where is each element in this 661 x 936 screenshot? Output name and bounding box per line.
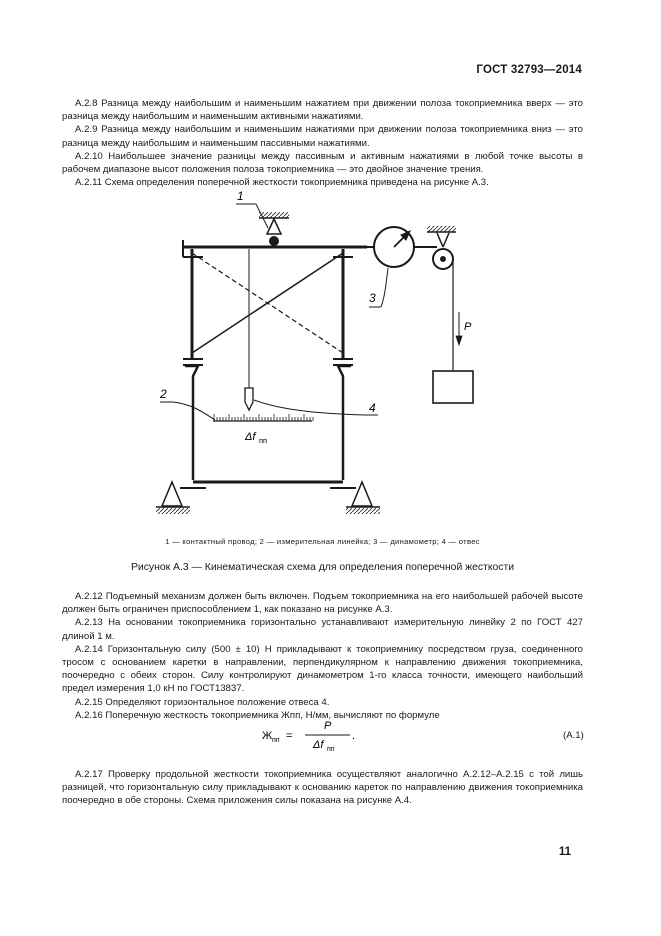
paragraph-a-2-17: А.2.17 Проверку продольной жесткости токоприемника осуществляют аналогично А.2.12–А.2.15 с той лишь разницей, что горизонтальную силу прикладывают к основанию кареток по направлению движения токоприемника поочередно в обе стороны. Схема приложения силы показана на рисунке А.4. <box>62 769 583 807</box>
formula-equals: = <box>286 730 293 742</box>
plumb-bob <box>245 388 253 410</box>
left-column-lower <box>185 366 198 480</box>
paragraph-a-2-12: А.2.12 Подъемный механизм должен быть включен. Подъем токоприемника на его наибольшей рабочей высоте должен быть ограничен приспособлением 1, как показано на рисунке А.3. <box>62 591 583 616</box>
force-label-p: P <box>464 321 472 333</box>
stop-device <box>267 219 281 234</box>
bottom-text-block <box>62 768 583 808</box>
document-code: ГОСТ 32793—2014 <box>476 64 582 76</box>
paragraph-a-2-14: А.2.14 Горизонтальную силу (500 ± 10) Н прикладывают к токоприемнику посредством груза, соединенного тросом с основанием каретки в направлении, перпендикулярном к направлению движения токоприемника, поочередно с обеих сторон. Силу контролируют динамометром 1-го класса точности, имеющего наибольший предел измерения 1,0 кН по ГОСТ13837. <box>62 643 583 695</box>
paragraph-a-2-9: А.2.9 Разница между наибольшим и наименьшим нажатиями при движении полоза токоприемника вниз — это разница между наибольшим и наименьшим пассивными нажатиями. <box>62 124 583 149</box>
weight <box>433 371 473 403</box>
formula-trail: . <box>352 730 356 742</box>
formula-denominator-sub: пп <box>327 746 335 753</box>
delta-label: Δf <box>245 431 256 443</box>
paragraph-a-2-8: А.2.8 Разница между наибольшим и наименьшим нажатием при движении полоза токоприемника вверх — это разница между наибольшим и наименьшим активными нажатиями. <box>62 98 583 123</box>
paragraph-a-2-10: А.2.10 Наибольшее значение разницы между пассивным и активным нажатиями в любой точке высоты в рабочем диапазоне высот положения полоза токоприемника — это двойное значение трения. <box>62 150 583 176</box>
paragraph-a-2-16: А.2.16 Поперечную жесткость токоприемника Жпп, Н/мм, вычисляют по формуле <box>75 709 440 721</box>
figure-label-4: 4 <box>369 401 376 415</box>
page-number: 11 <box>558 846 571 858</box>
right-column-lower <box>338 366 351 480</box>
paragraph-a-2-13: А.2.13 На основании токоприемника горизонтально устанавливают измерительную линейку 2 по ГОСТ 427 длиной 1 м. <box>62 617 583 642</box>
paragraph-a-2-11: А.2.11 Схема определения поперечной жесткости токоприемника приведена на рисунке А.3. <box>75 177 489 189</box>
paragraph-a-2-15: А.2.15 Определяют горизонтальное положение отвеса 4. <box>75 696 330 708</box>
ruler-ticks <box>214 414 313 421</box>
middle-text-block <box>62 590 583 722</box>
figure-label-3: 3 <box>369 291 376 305</box>
formula-lhs-sub: пп <box>272 737 280 744</box>
formula-a1 <box>250 712 470 758</box>
formula-lhs: Ж <box>262 730 273 742</box>
figure-label-1: 1 <box>237 189 244 203</box>
figure-caption: Рисунок А.3 — Кинематическая схема для определения поперечной жесткости <box>130 562 515 573</box>
formula-numerator: P <box>324 720 332 732</box>
figure-legend: 1 — контактный провод; 2 — измерительная линейка; 3 — динамометр; 4 — отвес <box>165 537 480 546</box>
equation-number: (А.1) <box>563 730 584 741</box>
figure-label-2: 2 <box>160 387 167 401</box>
delta-label-sub: пп <box>259 436 268 445</box>
formula-denominator: Δf <box>313 739 324 751</box>
